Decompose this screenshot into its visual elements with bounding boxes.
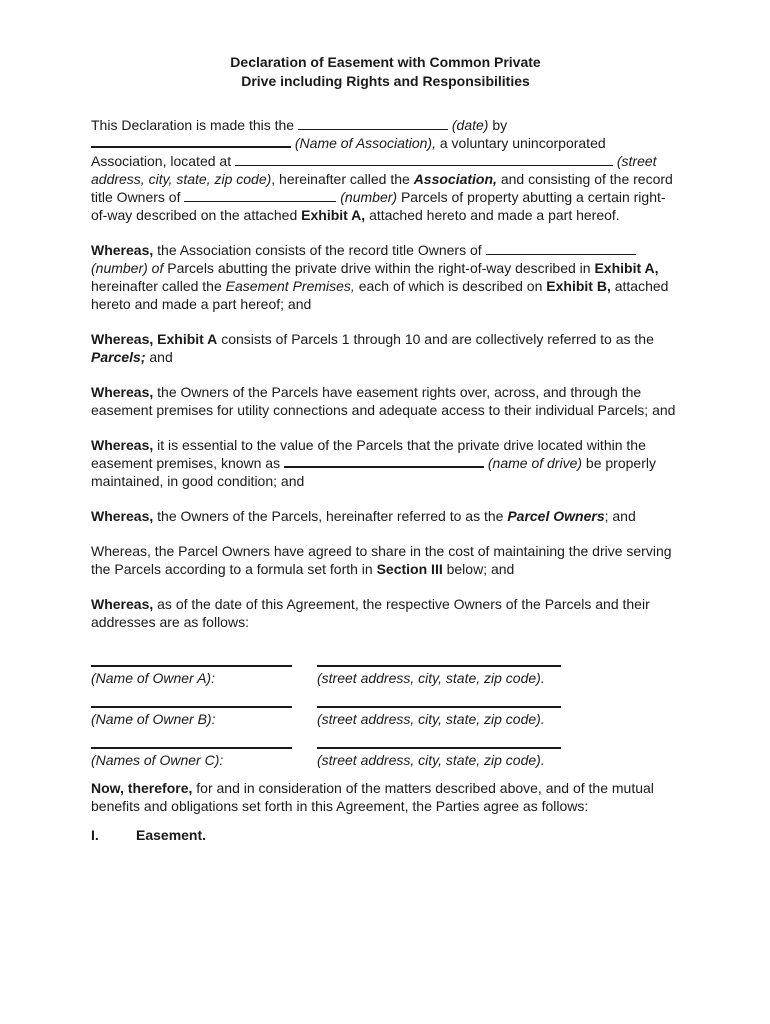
owner-name-line — [91, 706, 292, 708]
parcels-term: Parcels; — [91, 349, 146, 365]
parcel-count-blank — [486, 242, 636, 255]
whereas-text: below; and — [446, 561, 515, 577]
association-address-blank — [235, 153, 613, 166]
association-name-blank — [91, 134, 291, 148]
now-therefore-text: for and in consideration of the matters described above, and of the mutual benefits and obligations set forth in this Agreement, the Parties agree as follows: — [91, 780, 654, 814]
title-line-1: Declaration of Easement with Common Private — [230, 54, 541, 70]
whereas-paragraph-5 — [91, 507, 680, 525]
whereas-text: each of which is described on — [358, 278, 543, 294]
owner-count-blank — [184, 189, 336, 202]
whereas-paragraph-2 — [91, 330, 680, 366]
owner-list — [91, 665, 680, 769]
whereas-text: consists of Parcels 1 through 10 and are collectively referred to as the — [221, 331, 654, 347]
easement-premises-term: Easement Premises, — [225, 278, 355, 294]
whereas-text: attached hereto and made a part hereof; and — [91, 278, 669, 312]
whereas-paragraph-6 — [91, 542, 680, 578]
owner-address-label: (street address, city, state, zip code). — [317, 752, 545, 768]
number-hint: (number) — [340, 189, 398, 205]
section-iii-ref: Section III — [376, 561, 443, 577]
whereas-text: as of the date of this Agreement, the respective Owners of the Parcels and their addresses are as follows: — [91, 596, 650, 630]
owner-address-line — [317, 747, 561, 749]
owner-row — [91, 706, 680, 728]
now-therefore-paragraph — [91, 779, 680, 815]
whereas-text: be properly maintained, in good condition; and — [91, 455, 656, 489]
section-title: Easement. — [136, 827, 207, 843]
whereas-label: Whereas, — [91, 242, 154, 258]
whereas-label: Whereas, Exhibit A — [91, 331, 218, 347]
intro-text: , hereinafter called the — [271, 171, 410, 187]
date-blank — [298, 117, 448, 130]
owner-name-line — [91, 665, 292, 667]
whereas-text: Whereas, the Parcel Owners have agreed to share in the cost of maintaining the drive serving the Parcels according to a formula set forth in — [91, 543, 672, 577]
owner-address-label: (street address, city, state, zip code). — [317, 711, 545, 727]
whereas-text: the Association consists of the record title Owners of — [157, 242, 482, 258]
intro-paragraph — [91, 116, 680, 224]
exhibit-a-ref: Exhibit A, — [301, 207, 366, 223]
exhibit-b-ref: Exhibit B, — [546, 278, 611, 294]
whereas-text: Parcels abutting the private drive within the right-of-way described in — [167, 260, 591, 276]
whereas-label: Whereas, — [91, 437, 154, 453]
whereas-label: Whereas, — [91, 596, 154, 612]
intro-text: by — [492, 117, 508, 133]
intro-text: Parcels of property abutting a certain right-of-way described on the attached — [91, 189, 666, 223]
intro-text: Association, located at — [91, 153, 232, 169]
whereas-text: and — [149, 349, 173, 365]
drive-name-blank — [284, 454, 484, 468]
exhibit-a-ref: Exhibit A, — [594, 260, 659, 276]
owner-name-label: (Name of Owner A): — [91, 670, 215, 686]
number-hint: (number) of — [91, 260, 164, 276]
owner-name-line — [91, 747, 292, 749]
whereas-text: the Owners of the Parcels have easement rights over, across, and through the easement premises for utility connections and adequate access to their individual Parcels; and — [91, 384, 676, 418]
title-line-2: Drive including Rights and Responsibilities — [241, 73, 530, 89]
association-name-hint: (Name of Association), — [294, 135, 436, 151]
whereas-text: hereinafter called the — [91, 278, 222, 294]
owner-row — [91, 665, 680, 687]
date-hint: (date) — [451, 117, 489, 133]
owner-address-line — [317, 665, 561, 667]
owner-row — [91, 747, 680, 769]
owner-address-label: (street address, city, state, zip code). — [317, 670, 545, 686]
association-term: Association, — [413, 171, 497, 187]
owner-name-label: (Name of Owner B): — [91, 711, 216, 727]
whereas-label: Whereas, — [91, 508, 154, 524]
whereas-paragraph-3 — [91, 383, 680, 419]
whereas-label: Whereas, — [91, 384, 154, 400]
address-hint: (street address, city, state, zip code) — [91, 153, 657, 187]
now-therefore-label: Now, therefore, — [91, 780, 193, 796]
whereas-paragraph-4 — [91, 436, 680, 490]
parcel-owners-term: Parcel Owners — [507, 508, 605, 524]
owner-address-line — [317, 706, 561, 708]
intro-text: This Declaration is made this the — [91, 117, 295, 133]
section-heading — [91, 826, 680, 844]
whereas-paragraph-1 — [91, 241, 680, 313]
whereas-text: the Owners of the Parcels, hereinafter referred to as the — [157, 508, 504, 524]
whereas-paragraph-7 — [91, 595, 680, 631]
intro-text: and consisting of the record title Owners of — [91, 171, 673, 205]
drive-name-hint: (name of drive) — [487, 455, 583, 471]
whereas-text: it is essential to the value of the Parcels that the private drive located within the easement premises, known as — [91, 437, 646, 471]
document-title — [91, 53, 680, 91]
section-number: I. — [91, 827, 99, 843]
whereas-text: ; and — [604, 508, 636, 524]
owner-name-label: (Names of Owner C): — [91, 752, 224, 768]
intro-text: attached hereto and made a part hereof. — [369, 207, 620, 223]
intro-text: a voluntary unincorporated — [439, 135, 606, 151]
